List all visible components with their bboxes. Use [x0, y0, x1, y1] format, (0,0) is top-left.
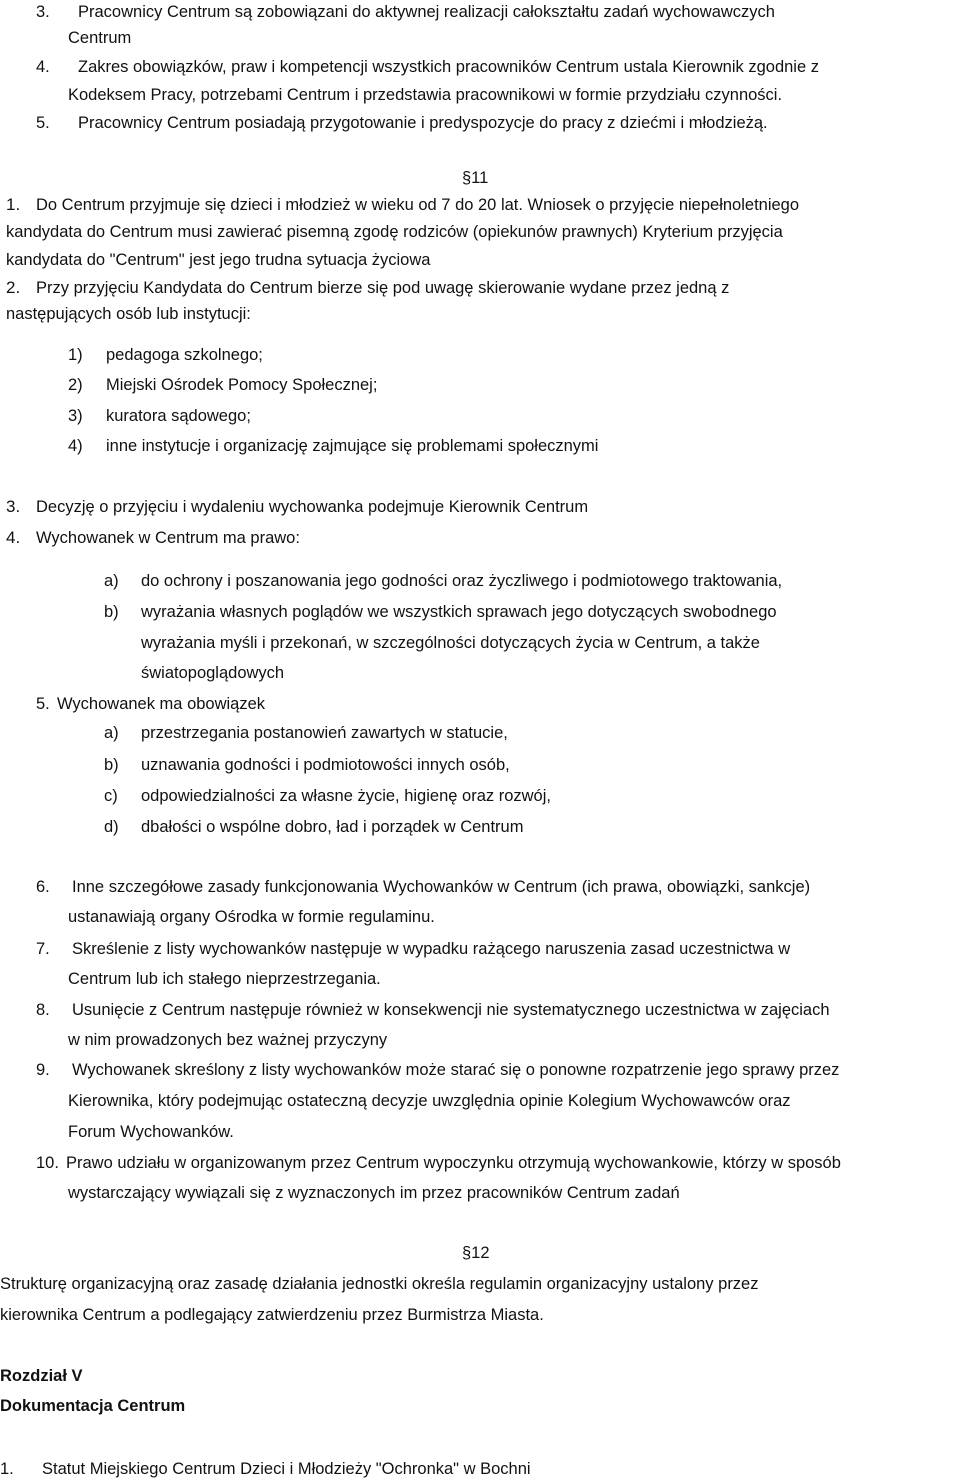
list-number: 2.: [6, 278, 21, 297]
list-text-line: Centrum lub ich stałego nieprzestrzegania.: [68, 970, 381, 988]
list-number: 9.: [36, 1061, 50, 1079]
list-number: 1): [68, 346, 83, 364]
list-item: wyrażania własnych poglądów we wszystkich sprawach jego dotyczących swobodnego: [141, 603, 777, 621]
list-number: 2): [68, 376, 83, 394]
list-number: 7.: [36, 940, 50, 958]
list-number: 4.: [6, 528, 21, 547]
list-item: światopoglądowych: [141, 664, 285, 682]
list-item: wyrażania myśli i przekonań, w szczególności dotyczących życia w Centrum, a także: [141, 634, 760, 652]
list-item: odpowiedzialności za własne życie, higienę oraz rozwój,: [141, 787, 551, 805]
list-number: 4): [68, 437, 83, 455]
chapter-subtitle: Dokumentacja Centrum: [0, 1397, 186, 1415]
list-item: do ochrony i poszanowania jego godności oraz życzliwego i podmiotowego traktowania,: [141, 572, 783, 590]
list-item: uznawania godności i podmiotowości innych osób,: [141, 756, 510, 774]
list-number: 3.: [36, 3, 50, 21]
list-number: 5.: [36, 695, 50, 713]
list-number: b): [104, 603, 119, 621]
section-heading-11: §11: [462, 169, 489, 187]
list-number: a): [104, 724, 119, 742]
list-number: b): [104, 756, 119, 774]
list-number: 5.: [36, 114, 50, 132]
list-text-line: Wychowanek skreślony z listy wychowanków może starać się o ponowne rozpatrzenie jego sprawy przez: [72, 1061, 840, 1079]
list-item: pedagoga szkolnego;: [106, 346, 263, 364]
list-text-line: Skreślenie z listy wychowanków następuje w wypadku rażącego naruszenia zasad uczestnictwa w: [72, 940, 791, 958]
list-text-line: Prawo udziału w organizowanym przez Centrum wypoczynku otrzymują wychowankowie, którzy w sposób: [66, 1154, 841, 1172]
list-number: a): [104, 572, 119, 590]
section-heading-12: §12: [462, 1244, 490, 1262]
list-text-line: ustanawiają organy Ośrodka w formie regulaminu.: [68, 908, 435, 926]
list-text-line: Statut Miejskiego Centrum Dzieci i Młodzieży "Ochronka" w Bochni: [42, 1460, 531, 1478]
list-text-line: Wychowanek w Centrum ma prawo:: [36, 529, 300, 547]
list-number: 1.: [6, 195, 21, 214]
list-number: 10.: [36, 1154, 59, 1172]
list-item: inne instytucje i organizację zajmujące się problemami społecznymi: [106, 437, 599, 455]
list-text-line: Przy przyjęciu Kandydata do Centrum bierze się pod uwagę skierowanie wydane przez jedną z: [36, 279, 730, 297]
list-text-line: Decyzję o przyjęciu i wydaleniu wychowanka podejmuje Kierownik Centrum: [36, 498, 589, 516]
list-text-line: Pracownicy Centrum są zobowiązani do aktywnej realizacji całokształtu zadań wychowawczych: [78, 3, 775, 21]
list-text-line: kandydata do Centrum musi zawierać pisemną zgodę rodziców (opiekunów prawnych) Kryterium przyjęcia: [6, 223, 783, 241]
list-text-line: Forum Wychowanków.: [68, 1123, 234, 1141]
list-item: Miejski Ośrodek Pomocy Społecznej;: [106, 376, 378, 394]
list-number: 3.: [6, 497, 21, 516]
list-number: c): [104, 787, 118, 805]
list-number: 1.: [0, 1460, 14, 1478]
list-text-line: Kierownika, który podejmując ostateczną decyzje uwzględnia opinie Kolegium Wychowawców oraz: [68, 1092, 791, 1110]
chapter-title: Rozdział V: [0, 1367, 83, 1385]
list-number: 4.: [36, 58, 50, 76]
list-text-line: Zakres obowiązków, praw i kompetencji wszystkich pracowników Centrum ustala Kierownik zgodnie z: [78, 58, 819, 76]
list-text-line: Do Centrum przyjmuje się dzieci i młodzież w wieku od 7 do 20 lat. Wniosek o przyjęcie niepełnoletniego: [36, 196, 800, 214]
list-text-line: Usunięcie z Centrum następuje również w konsekwencji nie systematycznego uczestnictwa w zajęciach: [72, 1001, 830, 1019]
list-text-line: Wychowanek ma obowiązek: [57, 695, 266, 713]
list-number: 8.: [36, 1001, 50, 1019]
list-text-line: wystarczający wywiązali się z wyznaczonych im przez pracowników Centrum zadań: [68, 1184, 680, 1202]
paragraph-line: Strukturę organizacyjną oraz zasadę działania jednostki określa regulamin organizacyjny ustalony przez: [0, 1275, 759, 1293]
list-number: 6.: [36, 878, 50, 896]
list-number: 3): [68, 407, 83, 425]
list-text-line: Centrum: [68, 29, 132, 47]
list-item: przestrzegania postanowień zawartych w statucie,: [141, 724, 508, 742]
list-text-line: kandydata do "Centrum" jest jego trudna sytuacja życiowa: [6, 251, 431, 269]
paragraph-line: kierownika Centrum a podlegający zatwierdzeniu przez Burmistrza Miasta.: [0, 1306, 544, 1324]
list-item: dbałości o wspólne dobro, ład i porządek w Centrum: [141, 818, 524, 836]
list-text-line: Inne szczegółowe zasady funkcjonowania Wychowanków w Centrum (ich prawa, obowiązki, sankcje): [72, 878, 811, 896]
list-text-line: Kodeksem Pracy, potrzebami Centrum i przedstawia pracownikowi w formie przydziału czynności.: [68, 86, 783, 104]
list-number: d): [104, 818, 119, 836]
list-text-line: Pracownicy Centrum posiadają przygotowanie i predyspozycje do pracy z dziećmi i młodzieżą.: [78, 114, 768, 132]
list-item: kuratora sądowego;: [106, 407, 251, 425]
list-text-line: następujących osób lub instytucji:: [6, 305, 251, 323]
list-text-line: w nim prowadzonych bez ważnej przyczyny: [68, 1031, 388, 1049]
